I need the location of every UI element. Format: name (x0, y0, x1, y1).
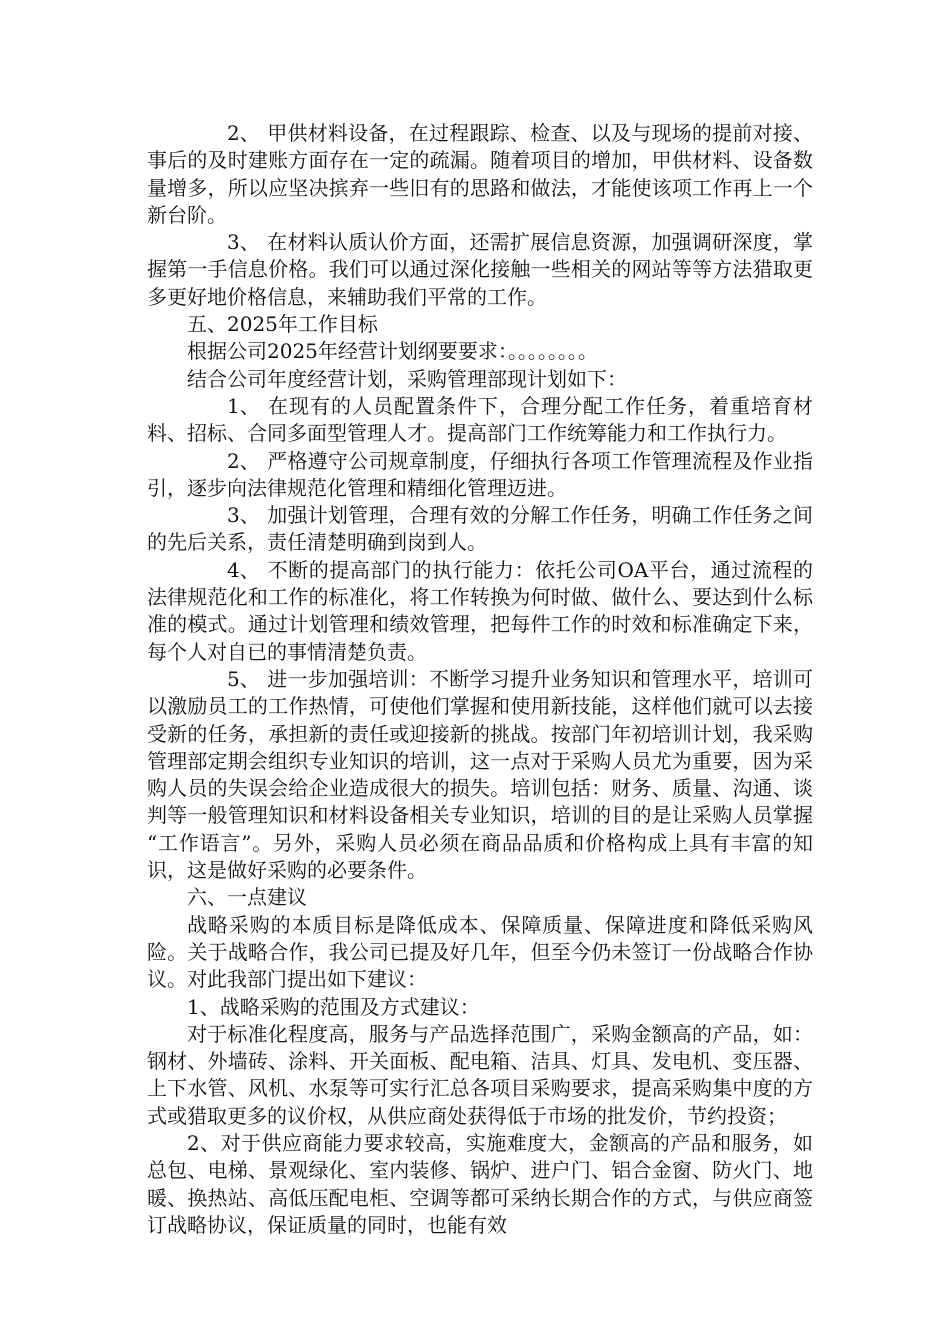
paragraph-number: 4、 (227, 557, 260, 582)
plan-item-4 (147, 557, 813, 666)
paragraph-text: 2、对于供应商能力要求较高，实施难度大，金额高的产品和服务，如总包、电梯、景观绿化、室内装修、锅炉、进户门、铝合金窗、防火门、地暖、换热站、高低压配电柜、空调等都可采纳长期合作的方式，与供应商签订战略协议，保证质量的同时，也能有效 (147, 1130, 813, 1237)
paragraph-text: 严格遵守公司规章制度，仔细执行各项工作管理流程及作业指引，逐步向法律规范化管理和精细化管理迈进。 (147, 448, 813, 500)
paragraph-intro (147, 338, 813, 365)
paragraph-text: 加强计划管理，合理有效的分解工作任务，明确工作任务之间的先后关系，责任清楚明确到岗到人。 (147, 503, 813, 555)
paragraph-number: 3、 (227, 503, 260, 528)
paragraph-item-3 (147, 229, 813, 311)
paragraph-text: 不断的提高部门的执行能力：依托公司OA平台，通过流程的法律规范化和工作的标准化，将工作转换为何时做、做什么、要达到什么标准的模式。通过计划管理和绩效管理，把每件工作的时效和标准确定下来，每个人对自已的事情清楚负责。 (147, 557, 813, 664)
paragraph-number: 1、 (227, 393, 260, 418)
paragraph-item-2 (147, 120, 813, 229)
section-heading-six (147, 884, 813, 911)
paragraph-text: 在材料认质认价方面，还需扩展信息资源，加强调研深度，掌握第一手信息价格。我们可以通过深化接触一些相关的网站等等方法猎取更多更好地价格信息，来辅助我们平常的工作。 (147, 230, 813, 309)
paragraph-text: 进一步加强培训：不断学习提升业务知识和管理水平，培训可以激励员工的工作热情，可使他们掌握和使用新技能，这样他们就可以去接受新的任务，承担新的责任或迎接新的挑战。按部门年初培训计划，我采购管理部定期会组织专业知识的培训，这一点对于采购人员尤为重要，因为采购人员的失误会给企业造成很大的损失。培训包括：财务、质量、沟通、谈判等一般管理知识和材料设备相关专业知识，培训的目的是让采购人员掌握 “工作语言”。另外，采购人员必须在商品品质和价格构成上具有丰富的知识，这是做好采购的必要条件。 (147, 666, 813, 883)
paragraph-text: 结合公司年度经营计划，采购管理部现计划如下： (187, 366, 627, 391)
suggestion-item-2 (147, 1130, 813, 1239)
paragraph-text: 甲供材料设备，在过程跟踪、检查、以及与现场的提前对接、事后的及时建账方面存在一定的疏漏。随着项目的增加，甲供材料、设备数量增多，所以应坚决摈弃一些旧有的思路和做法，才能使该项工作再上一个新台阶。 (147, 121, 813, 227)
paragraph-text: 1、战略采购的范围及方式建议： (187, 994, 480, 1019)
paragraph-text: 对于标准化程度高，服务与产品选择范围广，采购金额高的产品，如：钢材、外墙砖、涂料、开关面板、配电箱、洁具、灯具、发电机、变压器、上下水管、风机、水泵等可实行汇总各项目采购要求，提高采购集中度的方式或猎取更多的议价权，从供应商处获得低于市场的批发价，节约投资； (147, 1021, 813, 1128)
paragraph-text: 在现有的人员配置条件下，合理分配工作任务，着重培育材料、招标、合同多面型管理人才。提高部门工作统筹能力和工作执行力。 (147, 393, 813, 446)
paragraph-number: 5、 (227, 666, 260, 691)
heading-text: 六、一点建议 (187, 885, 307, 910)
paragraph-text: 战略采购的本质目标是降低成本、保障质量、保障进度和降低采购风险。关于战略合作，我公司已提及好几年，但至今仍未签订一份战略合作协议。对此我部门提出如下建议： (147, 912, 813, 992)
paragraph-number: 2、 (227, 448, 260, 473)
paragraph-number: 3、 (227, 230, 260, 255)
paragraph-plan-intro (147, 366, 813, 393)
section-heading-five (147, 311, 813, 338)
plan-item-1 (147, 393, 813, 448)
document-body (147, 120, 813, 1239)
paragraph-text: 根据公司2025年经营计划纲要要求：。。。。。。。。 (187, 339, 598, 364)
paragraph-number: 2、 (227, 121, 260, 145)
paragraph-strategy (147, 912, 813, 994)
plan-item-2 (147, 448, 813, 503)
paragraph-standard-products (147, 1021, 813, 1130)
plan-item-5 (147, 666, 813, 884)
suggestion-heading-1 (147, 994, 813, 1021)
heading-text: 五、2025年工作目标 (187, 312, 378, 337)
plan-item-3 (147, 502, 813, 557)
